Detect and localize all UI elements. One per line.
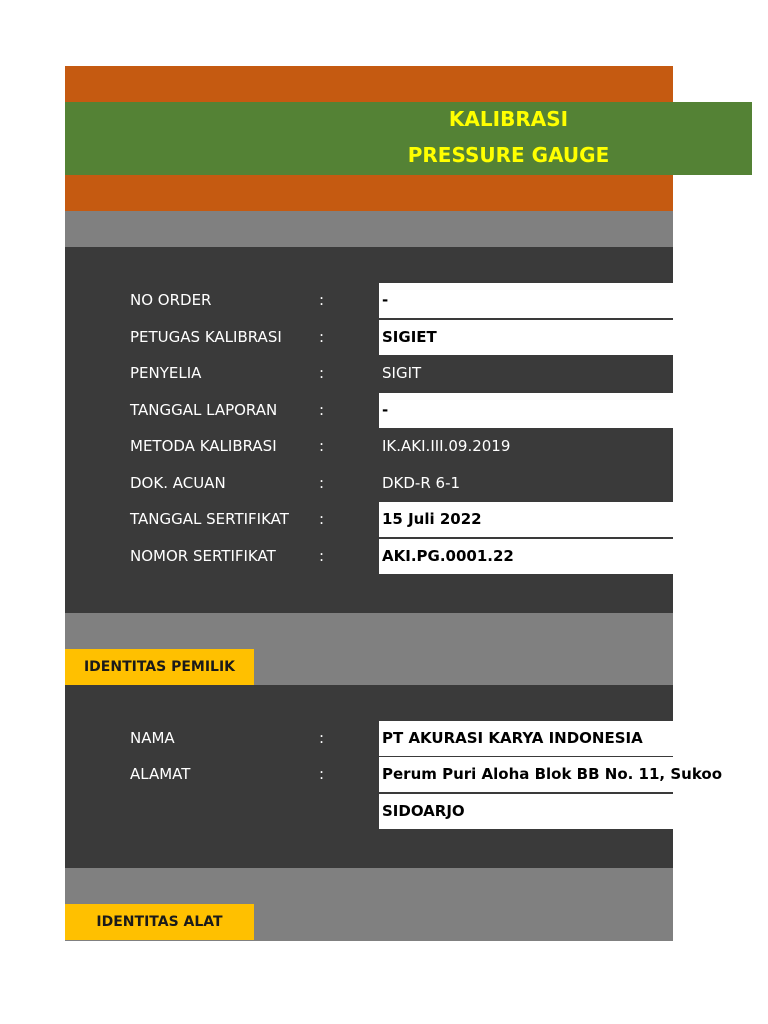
field-value[interactable]: AKI.PG.0001.22 xyxy=(379,539,673,575)
field-colon: : xyxy=(319,729,325,747)
field-label: DOK. ACUAN xyxy=(130,474,226,492)
title-banner xyxy=(65,102,752,175)
owner-address-line2[interactable]: SIDOARJO xyxy=(379,794,673,830)
field-label: TANGGAL LAPORAN xyxy=(130,401,278,419)
owner-name-value[interactable]: PT AKURASI KARYA INDONESIA xyxy=(379,721,673,757)
field-colon: : xyxy=(319,765,325,783)
owner-address-line1[interactable]: Perum Puri Aloha Blok BB No. 11, Sukoo xyxy=(379,757,673,793)
report-field-row xyxy=(65,429,673,465)
field-colon: : xyxy=(319,291,325,309)
field-colon: : xyxy=(319,510,325,528)
report-field-row xyxy=(65,466,673,502)
field-label: NOMOR SERTIFIKAT xyxy=(130,547,276,565)
field-colon: : xyxy=(319,328,325,346)
owner-name-row xyxy=(65,721,673,757)
owner-address-row xyxy=(65,757,723,793)
field-colon: : xyxy=(319,401,325,419)
field-value[interactable]: DKD-R 6-1 xyxy=(382,474,461,492)
report-field-row xyxy=(65,539,673,575)
spacer-band xyxy=(65,211,673,247)
field-value[interactable]: IK.AKI.III.09.2019 xyxy=(382,437,511,455)
field-value[interactable]: SIGIT xyxy=(382,364,422,382)
report-field-row xyxy=(65,502,673,538)
field-label: NAMA xyxy=(130,729,175,747)
report-field-row xyxy=(65,283,673,319)
field-colon: : xyxy=(319,364,325,382)
field-colon: : xyxy=(319,547,325,565)
field-label: TANGGAL SERTIFIKAT xyxy=(130,510,289,528)
field-label: METODA KALIBRASI xyxy=(130,437,277,455)
report-field-row xyxy=(65,320,673,356)
field-value[interactable]: 15 Juli 2022 xyxy=(379,502,673,538)
report-field-row xyxy=(65,356,673,392)
field-label: NO ORDER xyxy=(130,291,212,309)
report-field-row xyxy=(65,393,673,429)
field-value[interactable]: - xyxy=(379,283,673,319)
field-label: PENYELIA xyxy=(130,364,202,382)
owner-address-row-2 xyxy=(65,794,673,830)
page-title: KALIBRASI xyxy=(448,107,569,131)
field-label: ALAMAT xyxy=(130,765,191,783)
field-value[interactable]: - xyxy=(379,393,673,429)
field-value[interactable]: SIGIET xyxy=(379,320,673,356)
field-colon: : xyxy=(319,474,325,492)
field-label: PETUGAS KALIBRASI xyxy=(130,328,282,346)
page-subtitle: PRESSURE GAUGE xyxy=(407,143,610,167)
instrument-section-label: IDENTITAS ALAT xyxy=(65,904,254,940)
owner-section-label: IDENTITAS PEMILIK xyxy=(65,649,254,685)
field-colon: : xyxy=(319,437,325,455)
